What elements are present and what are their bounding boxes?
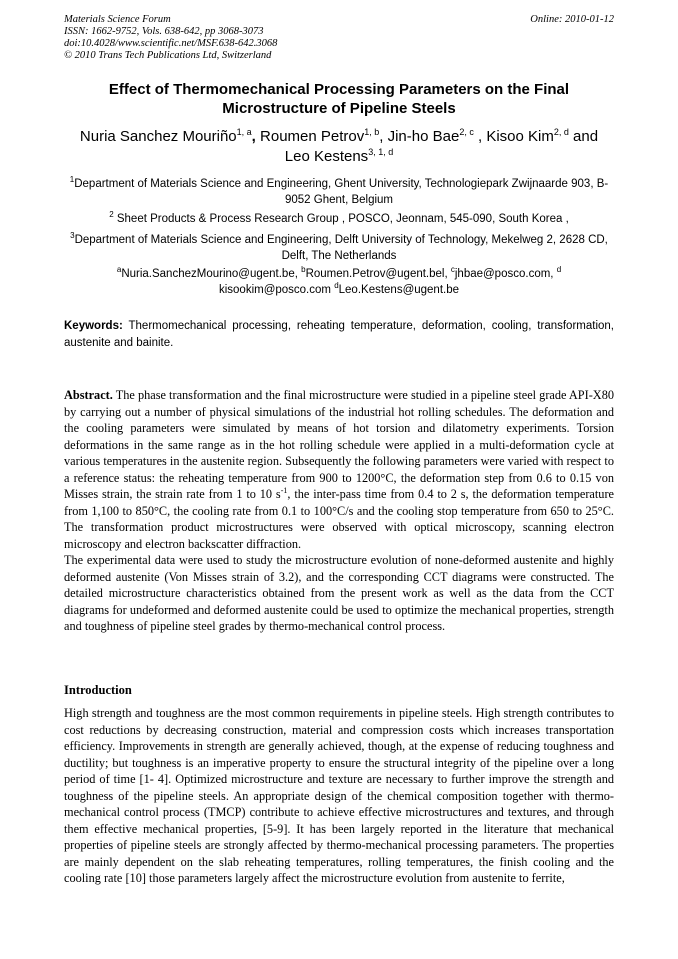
keywords-label: Keywords: — [64, 320, 123, 332]
email-address[interactable]: kisookim@posco.com — [218, 284, 335, 296]
affiliation-text: Sheet Products & Process Research Group , POSCO, Jeonnam, 545-090, South Korea , — [113, 213, 569, 225]
email-mark: a — [116, 265, 122, 275]
affiliation-text: Department of Materials Science and Engineering, Ghent University, Technologiepark Zwijnaarde 903, B-9052 Ghent, Belgium — [74, 178, 609, 206]
email-list — [58, 266, 620, 298]
author-name: Roumen Petrov — [260, 128, 365, 145]
publication-header — [64, 14, 424, 62]
author-affil-mark: 1, b — [364, 127, 380, 137]
abstract-section — [64, 387, 614, 635]
strain-rate-exponent: -1 — [280, 485, 288, 495]
author-affil-mark: 1, a — [236, 127, 252, 137]
paper-title: Effect of Thermomechanical Processing Parameters on the Final Microstructure of Pipeline Steels — [108, 81, 570, 117]
email-mark: b — [301, 265, 306, 275]
author-affil-mark: 2, c — [459, 127, 474, 137]
email-mark: d — [334, 281, 339, 291]
abstract-paragraph-1 — [64, 387, 614, 552]
abstract-text: , the inter-pass time from 0.4 to 2 s, the deformation temperature from 1,100 to 850°C, the cooling rate from 0.1 to 100°C/s and the cooling stop temperature from 650 to 25°C. The transformation product microstructures were observed with optical microscopy, scanning electron microscopy and electron backscatter diffraction. — [64, 487, 615, 551]
issn-line: ISSN: 1662-9752, Vols. 638-642, pp 3068-3073 — [64, 26, 264, 37]
affiliation-number: 1 — [69, 175, 75, 185]
author-name: Nuria Sanchez Mouriño — [79, 128, 237, 145]
affiliation-2 — [58, 211, 620, 227]
email-address[interactable]: Leo.Kestens@ugent.be — [338, 284, 460, 296]
affiliation-number: 3 — [70, 231, 75, 241]
author-name: Kisoo Kim — [486, 128, 554, 145]
email-mark: c — [450, 265, 455, 275]
author-separator: and — [568, 128, 599, 145]
introduction-section — [64, 705, 614, 887]
affiliation-number: 2 — [109, 210, 114, 220]
journal-name: Materials Science Forum — [64, 14, 171, 25]
email-address[interactable]: Nuria.SanchezMourino@ugent.be, — [121, 268, 302, 280]
abstract-paragraph-2: The experimental data were used to study the microstructure evolution of none-deformed austenite and highly deformed austenite (Von Misses strain of 3.2), and the corresponding CCT diagrams were constructed. The detailed microstructure characteristics obtained from the present work as well as the data from the CCT diagrams for undeformed and deformed austenite could be used to optimize the mechanical properties, strength and toughness of pipeline steel grades by thermo-mechanical control process. — [64, 553, 614, 633]
email-address[interactable]: Roumen.Petrov@ugent.bel, — [305, 268, 451, 280]
author-name: Leo Kestens — [284, 148, 369, 165]
abstract-text: The phase transformation and the final microstructure were studied in a pipeline steel grade API-X80 by carrying out a number of physical simulations of the industrial hot rolling schedules. The deformation and the cooling parameters were simulated by means of hot torsion and dilatometry experiments. Torsion deformations in the same range as in the hot rolling schedule were applied in a multi-deformation cycle at various temperatures in the austenite region. Subsequently the following parameters were varied with respect to a reference status: the reheating temperature from 900 to 1200°C, the deformation step from 0.6 to 0.15 von Misses strain, the strain rate from 1 to 10 s — [64, 388, 614, 501]
email-address[interactable]: jhbae@posco.com, — [454, 268, 557, 280]
doi-line: doi:10.4028/www.scientific.net/MSF.638-642.3068 — [64, 38, 278, 49]
abstract-label: Abstract. — [64, 388, 113, 402]
author-separator: , — [473, 128, 487, 145]
author-separator: , — [379, 128, 388, 145]
copyright-line: © 2010 Trans Tech Publications Ltd, Switzerland — [64, 50, 272, 61]
author-separator: , — [251, 128, 261, 145]
email-mark: d — [556, 265, 562, 275]
keywords-section — [64, 318, 614, 352]
online-date: Online: 2010-01-12 — [530, 14, 614, 25]
affiliation-1 — [58, 176, 620, 208]
introduction-paragraph: High strength and toughness are the most common requirements in pipeline steels. High strength contributes to cost reductions by decreasing construction, material and compression costs which increases transportation efficiency. Improvements in strength are generally achieved, though, at the expense of reducing toughness and ductility; but toughness is an imperative property to ensure the structural integrity of the pipeline over a long period of time [1- 4]. Optimized microstructure and texture are necessary to further improve the strength and toughness of the pipeline steels. An appropriate design of the chemical composition together with thermo-mechanical control process (TMCP) contribute to achieve effective microstructures and textures, and through them effective mechanical properties, [5-9]. It has been largely reported in the literature that mechanical properties of pipeline steels are strongly affected by thermo-mechanical processing parameters. The properties are mainly dependent on the slab reheating temperatures, rolling temperatures, the finish cooling and the cooling rate [10] those parameters largely affect the microstructure evolution from austenite to ferrite, — [64, 706, 614, 885]
introduction-heading: Introduction — [64, 683, 132, 697]
affiliation-text: Department of Materials Science and Engineering, Delft University of Technology, Mekelweg 2, 2628 CD, Delft, The Netherlands — [74, 234, 608, 262]
author-affil-mark: 3, 1, d — [368, 147, 394, 157]
author-name: Jin-ho Bae — [387, 128, 460, 145]
affiliation-3 — [58, 232, 620, 264]
author-affil-mark: 2, d — [553, 127, 569, 137]
keywords-text: Thermomechanical processing, reheating temperature, deformation, cooling, transformation, austenite and bainite. — [64, 320, 614, 349]
author-list — [56, 127, 622, 167]
